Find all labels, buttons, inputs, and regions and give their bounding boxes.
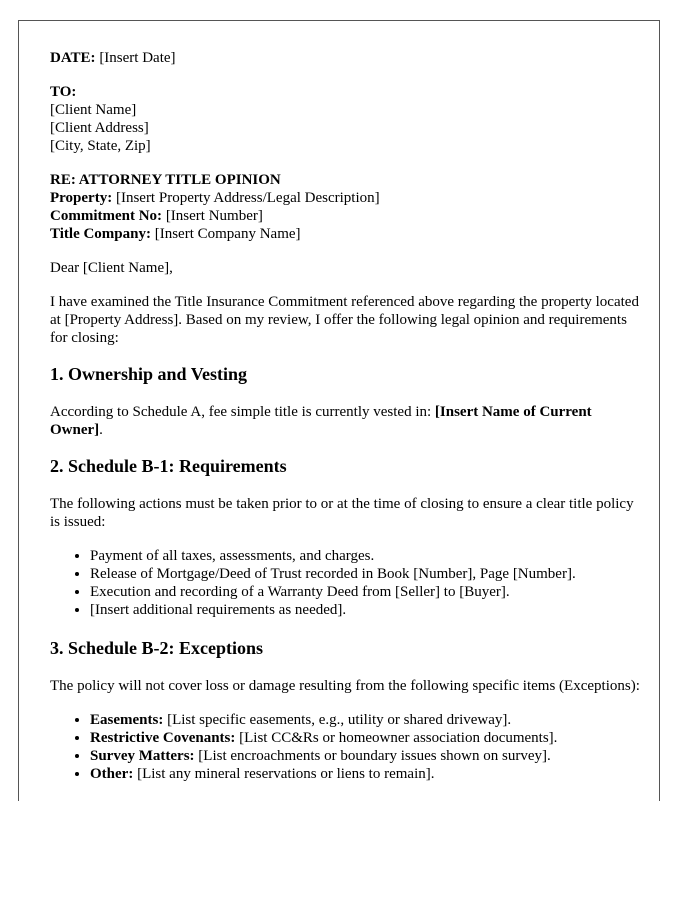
section2-heading: 2. Schedule B-1: Requirements <box>50 456 287 476</box>
letter-content <box>50 49 640 801</box>
document-page <box>18 20 660 801</box>
list-item <box>90 729 640 747</box>
to-label: TO: <box>50 84 77 100</box>
list-item <box>90 747 640 765</box>
client-name: [Client Name] <box>50 102 137 118</box>
property-value: [Insert Property Address/Legal Description] <box>115 190 380 206</box>
section3-heading: 3. Schedule B-2: Exceptions <box>50 638 264 658</box>
salutation: Dear [Client Name], <box>50 260 173 276</box>
exception-text: [List encroachments or boundary issues shown on survey]. <box>194 748 551 764</box>
property-line <box>50 189 640 207</box>
section1-paragraph <box>50 403 640 439</box>
list-item: • [Insert additional requirements as needed]. <box>90 601 640 619</box>
exception-text: [List specific easements, e.g., utility or shared driveway]. <box>163 712 512 728</box>
date-line <box>50 49 640 67</box>
section1-heading: 1. Ownership and Vesting <box>50 364 248 384</box>
company-value: [Insert Company Name] <box>154 226 301 242</box>
intro-paragraph: I have examined the Title Insurance Commitment referenced above regarding the property located at [Property Address]. Based on my review, I offer the following legal opinion and requirements for closing: <box>50 294 639 346</box>
re-title: RE: ATTORNEY TITLE OPINION <box>50 172 281 188</box>
current-owner: [Insert Name of Current Owner] <box>50 404 592 438</box>
list-item: • Release of Mortgage/Deed of Trust recorded in Book [Number], Page [Number]. <box>90 565 640 583</box>
section3-paragraph: The policy will not cover loss or damage resulting from the following specific items (Exceptions): <box>50 678 640 694</box>
commitment-value: [Insert Number] <box>165 208 263 224</box>
list-item: • Payment of all taxes, assessments, and charges. <box>90 547 640 565</box>
exception-label: Survey Matters: <box>90 748 195 764</box>
exception-text: [List CC&Rs or homeowner association documents]. <box>235 730 558 746</box>
company-line <box>50 225 640 243</box>
section1-end: . <box>99 422 103 438</box>
exception-text: [List any mineral reservations or liens to remain]. <box>133 766 435 782</box>
company-label: Title Company: <box>50 226 151 242</box>
list-item <box>90 765 640 783</box>
exception-label: Easements: <box>90 712 164 728</box>
commitment-line <box>50 207 640 225</box>
client-address: [Client Address] <box>50 120 149 136</box>
exception-label: Other: <box>90 766 134 782</box>
date-label: DATE: <box>50 50 96 66</box>
requirements-list <box>50 547 640 619</box>
list-item <box>90 711 640 729</box>
client-city: [City, State, Zip] <box>50 138 151 154</box>
property-label: Property: <box>50 190 113 206</box>
section1-text: According to Schedule A, fee simple title is currently vested in: <box>50 404 435 420</box>
re-block <box>50 171 640 243</box>
date-value: [Insert Date] <box>99 50 176 66</box>
recipient-block <box>50 83 640 155</box>
section2-paragraph: The following actions must be taken prior to or at the time of closing to ensure a clear title policy is issued: <box>50 496 634 530</box>
exception-label: Restrictive Covenants: <box>90 730 236 746</box>
commitment-label: Commitment No: <box>50 208 163 224</box>
list-item: • Execution and recording of a Warranty Deed from [Seller] to [Buyer]. <box>90 583 640 601</box>
exceptions-list <box>50 711 640 783</box>
